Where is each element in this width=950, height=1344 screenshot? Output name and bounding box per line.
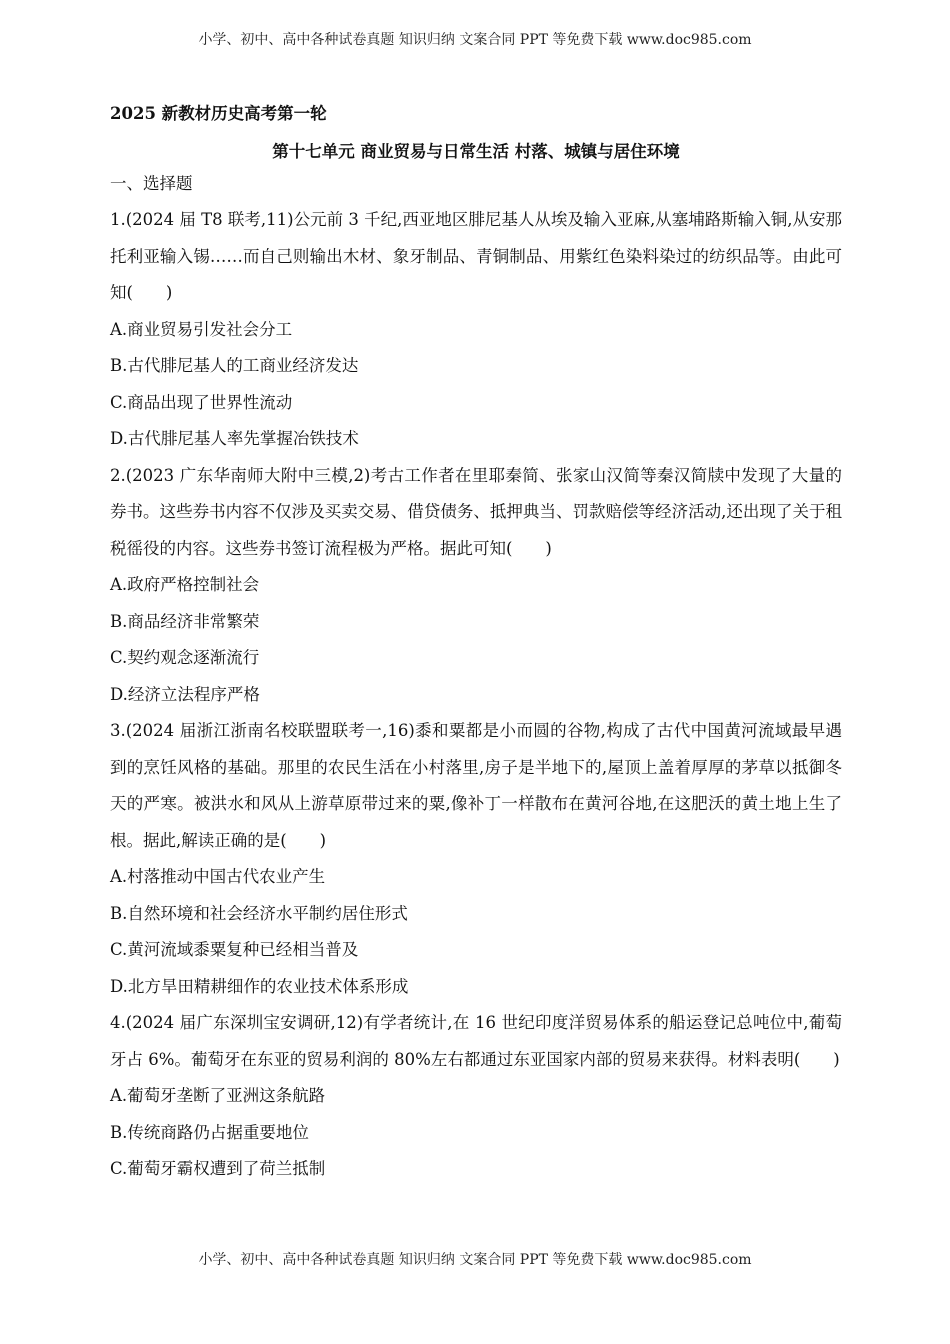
- option-b: B.传统商路仍占据重要地位: [110, 1122, 309, 1142]
- option-a: A.商业贸易引发社会分工: [110, 319, 293, 339]
- option-d: D.北方旱田精耕细作的农业技术体系形成: [110, 976, 409, 996]
- option-c: C.黄河流域黍粟复种已经相当普及: [110, 940, 359, 959]
- document-body: [110, 100, 842, 1188]
- question-stem: 3.(2024 届浙江浙南名校联盟联考一,16)黍和粟都是小而圆的谷物,构成了古代中国黄河流域最早遇到的烹饪风格的基础。那里的农民生活在小村落里,房子是半地下的,屋顶上盖着厚厚的茅草以抵御冬天的严寒。被洪水和风从上游草原带过来的粟,像补丁一样散布在黄河谷地,在这肥沃的黄土地上生了根。据此,解读正确的是( ): [110, 721, 842, 850]
- question-2: [110, 458, 842, 714]
- question-stem: 1.(2024 届 T8 联考,11)公元前 3 千纪,西亚地区腓尼基人从埃及输入亚麻,从塞埔路斯输入铜,从安那托利亚输入锡……而自己则输出木材、象牙制品、青铜制品、用紫红色染料染过的纺织品等。由此可知( ): [110, 210, 842, 302]
- page-header: 小学、初中、高中各种试卷真题 知识归纳 文案合同 PPT 等免费下载 www.doc985.com: [198, 32, 752, 48]
- question-stem: 4.(2024 届广东深圳宝安调研,12)有学者统计,在 16 世纪印度洋贸易体系的船运登记总吨位中,葡萄牙占 6%。葡萄牙在东亚的贸易利润的 80%左右都通过东亚国家内部的贸易来获得。材料表明( ): [110, 1013, 842, 1069]
- question-1: [110, 202, 842, 458]
- option-a: A.政府严格控制社会: [110, 575, 260, 594]
- option-b: B.商品经济非常繁荣: [110, 611, 260, 631]
- option-b: B.自然环境和社会经济水平制约居住形式: [110, 903, 408, 923]
- option-b: B.古代腓尼基人的工商业经济发达: [110, 356, 359, 375]
- page-footer: 小学、初中、高中各种试卷真题 知识归纳 文案合同 PPT 等免费下载 www.doc985.com: [198, 1252, 752, 1268]
- option-a: A.葡萄牙垄断了亚洲这条航路: [110, 1086, 326, 1105]
- option-d: D.经济立法程序严格: [110, 684, 260, 704]
- question-stem: 2.(2023 广东华南师大附中三模,2)考古工作者在里耶秦简、张家山汉简等秦汉简牍中发现了大量的券书。这些券书内容不仅涉及买卖交易、借贷债务、抵押典当、罚款赔偿等经济活动,还出现了关于租税徭役的内容。这些券书签订流程极为严格。据此可知( ): [110, 465, 842, 558]
- document-title: 2025 新教材历史高考第一轮: [110, 104, 327, 123]
- section-heading: 一、选择题: [110, 174, 193, 193]
- option-c: C.契约观念逐渐流行: [110, 648, 260, 667]
- option-c: C.商品出现了世界性流动: [110, 392, 293, 412]
- option-a: A.村落推动中国古代农业产生: [110, 867, 326, 886]
- option-d: D.古代腓尼基人率先掌握冶铁技术: [110, 429, 359, 448]
- question-4: [110, 1005, 842, 1188]
- question-3: [110, 713, 842, 1005]
- unit-title: 第十七单元 商业贸易与日常生活 村落、城镇与居住环境: [272, 142, 680, 161]
- option-c: C.葡萄牙霸权遭到了荷兰抵制: [110, 1159, 326, 1178]
